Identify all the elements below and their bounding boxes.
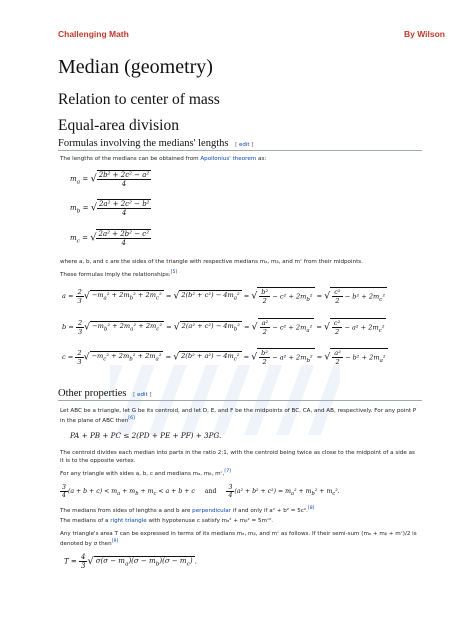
medians-bound-paragraph: For any triangle with sides a, b, c and medians mₐ, mᵦ, mᶜ,[7] <box>60 469 231 477</box>
sides-paragraph: where a, b, and c are the sides of the triangle with respective medians mₐ, mᵦ, and mᶜ from their midpoints. <box>60 259 363 265</box>
section-title-other: Other properties <box>58 388 127 399</box>
section-title: Formulas involving the medians' lengths <box>58 138 229 149</box>
section-heading-other: Other properties [ edit ] <box>58 388 422 401</box>
page-header <box>0 0 474 56</box>
relation-b: b = $\frac{2}{3}$ √ $-m_b^2 + 2m_a^2 + 2m_c^2$ = √ $2(a^2 + c^2) - 4m_b^2$ = √ $\frac{\text{a²}}{2}$ − $c^2 + 2m_a^2$ = √ $\frac{\text{c²}}{2}$ − $a^2 + 2m_c^2$ <box>62 318 385 336</box>
ref-6[interactable]: [6] <box>128 416 135 421</box>
ratio-paragraph: The centroid divides each median into parts in the ratio 2:1, with the centroid being twice as close to the midpoint of a side as it is to the opposite vertex. <box>60 450 415 464</box>
heading-center-of-mass: Relation to center of mass <box>58 91 220 108</box>
imply-paragraph: These formulas imply the relationships:[5] <box>60 270 178 278</box>
formula-mc: $m_c$ = √ $\frac{\text{2a² + 2b² − c²}}{4}$ <box>70 230 150 247</box>
area-formula: T = $\frac{4}{3}$ √ $\sigma(\sigma - m_a)(\sigma - m_b)(\sigma - m_c)$ . <box>64 553 197 570</box>
ref-7[interactable]: [7] <box>224 469 231 474</box>
section-heading-formulas: Formulas involving the medians' lengths [ edit ] <box>58 138 422 151</box>
perpendicular-link[interactable]: perpendicular <box>192 507 231 514</box>
inequality-formula: PA + PB + PC ≤ 2(PD + PE + PF) + 3PG. <box>70 431 222 440</box>
header-left: Challenging Math <box>58 29 129 39</box>
header-right: By Wilson <box>403 29 445 39</box>
intro-paragraph: The lengths of the medians can be obtained from Apollonius' theorem as: <box>60 156 267 162</box>
centroid-paragraph: Let ABC be a triangle, let G be its centroid, and let D, E, and F be the midpoints of BC, CA, and AB, respectively. For any point P in the plane of ABC then[6] <box>60 408 417 424</box>
page-title: Median (geometry) <box>58 56 213 78</box>
area-paragraph: Any triangle's area T can be expressed in terms of its medians mₐ, mᵦ, and mᶜ as follows. If their semi-sum (mₐ + mᵦ + mᶜ)/2 is denoted by σ then[9] <box>60 531 417 547</box>
bounds-formula: $\frac{3}{4}$ $(a + b + c) < m_a + m_b + m_c < a + b + c$ and $\frac{3}{4}$ $(a^2 + b^2 + c^2) = m_a^2 + m_b^2 + m_c^2$. <box>62 484 340 499</box>
ref-5[interactable]: [5] <box>170 270 178 275</box>
formula-ma: $m_a$ = √ $\frac{\text{2b² + 2c² − a²}}{4}$ <box>70 171 150 188</box>
ref-9[interactable]: [9] <box>111 539 119 544</box>
right-triangle-link[interactable]: right triangle <box>110 518 147 524</box>
heading-equal-area: Equal-area division <box>58 117 179 134</box>
edit-link-other[interactable]: edit <box>137 392 148 398</box>
right-triangle-paragraph: The medians of a right triangle with hypotenuse c satisfy mₐ² + mᵦ² = 5mᶜ². <box>60 518 274 524</box>
relation-c: c = $\frac{2}{3}$ √ $-m_c^2 + 2m_b^2 + 2m_a^2$ = √ $2(b^2 + a^2) - 4m_c^2$ = √ $\frac{\text{b²}}{2}$ − $a^2 + 2m_b^2$ = √ $\frac{\text{a²}}{2}$ − $b^2 + 2m_a^2$ <box>62 348 386 366</box>
formula-mb: $m_b$ = √ $\frac{\text{2a² + 2c² − b²}}{4}$ <box>70 200 150 217</box>
perpendicular-paragraph: The medians from sides of lengths a and b are perpendicular if and only if a² + b² = 5c².[8] <box>60 506 315 514</box>
apollonius-link[interactable]: Apollonius' theorem <box>200 156 257 162</box>
edit-link[interactable]: edit <box>239 142 250 148</box>
relation-a: a = $\frac{2}{3}$ √ $-m_a^2 + 2m_b^2 + 2m_c^2$ = √ $2(b^2 + c^2) - 4m_a^2$ = √ $\frac{\text{b²}}{2}$ − $c^2 + 2m_b^2$ = √ $\frac{\text{c²}}{2}$ − $b^2 + 2m_c^2$ <box>62 287 386 305</box>
ref-8[interactable]: [8] <box>307 506 315 511</box>
